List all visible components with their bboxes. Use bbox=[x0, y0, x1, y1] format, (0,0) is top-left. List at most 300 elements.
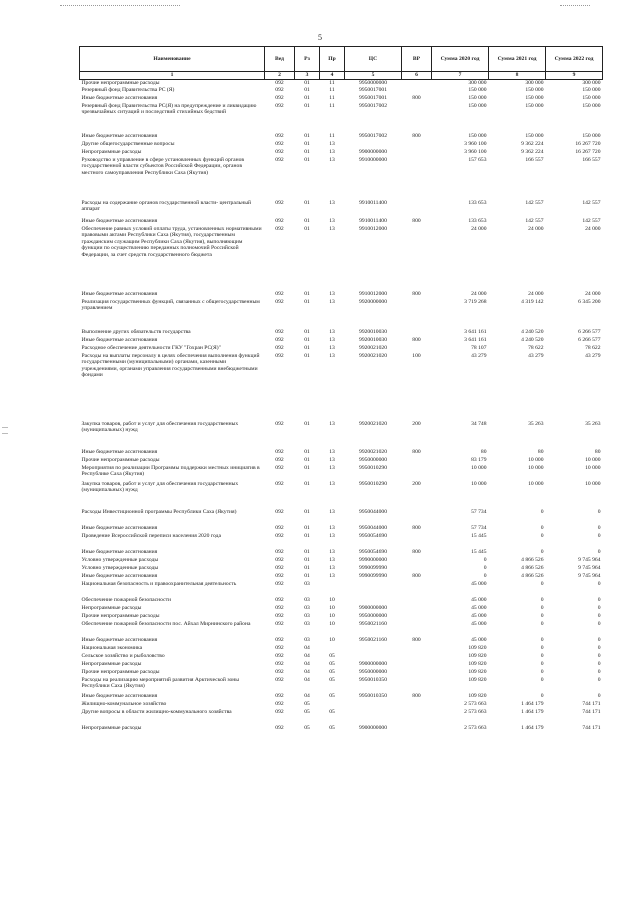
row-vr: 200 bbox=[412, 480, 421, 487]
row-sum-2020: 15 445 bbox=[471, 548, 487, 555]
row-ved: 092 bbox=[275, 644, 284, 651]
row-vr bbox=[402, 581, 432, 597]
row-name: Резервный фонд Правительства РС(Я) на предупреждение и ликвидацию чрезвычайных ситуаций и последствий стихийных бедствий bbox=[81, 102, 257, 116]
table-row bbox=[80, 549, 603, 557]
row-pr: 13 bbox=[329, 156, 335, 163]
table-row bbox=[80, 645, 603, 653]
row-vr bbox=[402, 141, 432, 149]
row-sum-2020: 0 bbox=[483, 564, 487, 571]
row-sum-2021: 0 bbox=[540, 692, 544, 699]
row-sum-2020: 2 573 663 bbox=[464, 700, 487, 707]
scan-edge-mark bbox=[2, 427, 8, 428]
row-sum-2020: 133 653 bbox=[468, 217, 487, 224]
row-sum-2022: 744 171 bbox=[582, 700, 601, 707]
row-sum-2020: 109 820 bbox=[468, 668, 487, 675]
row-rz: 03 bbox=[304, 596, 310, 603]
row-cs: 9950021160 bbox=[359, 636, 387, 643]
row-ved: 092 bbox=[275, 290, 284, 297]
row-sum-2020: 83 179 bbox=[471, 456, 487, 463]
row-sum-2020: 109 820 bbox=[468, 652, 487, 659]
row-ved: 092 bbox=[275, 580, 284, 587]
row-name: Расходы Инвестиционной программы Республики Саха (Якутия) bbox=[81, 508, 237, 515]
row-cs: 9920021020 bbox=[359, 344, 387, 351]
row-vr: 800 bbox=[412, 572, 421, 579]
row-sum-2020: 0 bbox=[483, 572, 487, 579]
row-rz: 04 bbox=[304, 660, 310, 667]
row-sum-2021: 166 557 bbox=[525, 156, 544, 163]
row-sum-2022: 0 bbox=[597, 548, 601, 555]
row-sum-2020: 45 000 bbox=[471, 596, 487, 603]
row-ved: 092 bbox=[275, 217, 284, 224]
row-sum-2022: 0 bbox=[597, 524, 601, 531]
row-sum-2022: 6 266 577 bbox=[578, 328, 601, 335]
row-sum-2021: 9 362 224 bbox=[521, 148, 544, 155]
row-vr bbox=[402, 345, 432, 353]
row-rz: 03 bbox=[304, 604, 310, 611]
row-sum-2022: 10 000 bbox=[585, 480, 601, 487]
column-header: Сумма 2021 год bbox=[489, 47, 546, 72]
row-cs: 9990000000 bbox=[359, 556, 387, 563]
row-vr bbox=[402, 621, 432, 637]
row-ved: 092 bbox=[275, 480, 284, 487]
row-pr bbox=[320, 701, 345, 709]
row-pr: 13 bbox=[329, 140, 335, 147]
row-sum-2021: 0 bbox=[540, 612, 544, 619]
row-vr bbox=[402, 645, 432, 653]
table-row bbox=[80, 299, 603, 329]
table-row bbox=[80, 141, 603, 149]
row-name: Жилищно-коммунальное хозяйство bbox=[81, 700, 167, 707]
row-sum-2022: 24 000 bbox=[585, 290, 601, 297]
row-name: Прочие непрограммные расходы bbox=[81, 668, 160, 675]
row-cs: 9920010030 bbox=[359, 336, 387, 343]
row-sum-2021: 142 557 bbox=[525, 199, 544, 206]
row-vr: 800 bbox=[412, 290, 421, 297]
row-name: Расходы на реализацию мероприятий развития Арктической зоны Республики Саха (Якутия) bbox=[81, 676, 240, 690]
table-row bbox=[80, 291, 603, 299]
row-name: Закупка товаров, работ и услуг для обеспечения государственных (муниципальных) нужд bbox=[81, 480, 239, 494]
table-row bbox=[80, 329, 603, 337]
row-ved: 092 bbox=[275, 448, 284, 455]
row-name: Иные бюджетные ассигнования bbox=[81, 548, 158, 555]
row-sum-2020: 3 960 100 bbox=[464, 148, 487, 155]
row-cs: 9950044000 bbox=[359, 524, 387, 531]
column-header: ЦС bbox=[345, 47, 402, 72]
row-rz: 01 bbox=[304, 344, 310, 351]
row-sum-2021: 0 bbox=[540, 644, 544, 651]
column-number: 9 bbox=[546, 72, 603, 80]
table-row bbox=[80, 457, 603, 465]
row-vr: 800 bbox=[412, 448, 421, 455]
row-vr bbox=[402, 677, 432, 693]
row-sum-2020: 150 000 bbox=[468, 94, 487, 101]
row-pr: 10 bbox=[329, 636, 335, 643]
row-ved: 092 bbox=[275, 548, 284, 555]
row-cs bbox=[345, 709, 402, 725]
column-header: Рз bbox=[295, 47, 320, 72]
row-name: Иные бюджетные ассигнования bbox=[81, 94, 158, 101]
row-sum-2020: 150 000 bbox=[468, 132, 487, 139]
row-cs: 9950017002 bbox=[359, 132, 387, 139]
table-row bbox=[80, 725, 603, 743]
row-sum-2020: 57 734 bbox=[471, 508, 487, 515]
row-vr bbox=[402, 329, 432, 337]
row-vr bbox=[402, 200, 432, 218]
row-ved: 092 bbox=[275, 464, 284, 471]
row-ved: 092 bbox=[275, 564, 284, 571]
row-ved: 092 bbox=[275, 132, 284, 139]
table-row bbox=[80, 133, 603, 141]
row-vr bbox=[402, 465, 432, 481]
row-rz: 05 bbox=[304, 724, 310, 731]
row-vr: 200 bbox=[412, 420, 421, 427]
row-pr: 11 bbox=[329, 132, 335, 139]
row-pr: 13 bbox=[329, 298, 335, 305]
row-sum-2021: 150 000 bbox=[525, 132, 544, 139]
row-sum-2022: 0 bbox=[597, 676, 601, 683]
row-pr: 13 bbox=[329, 456, 335, 463]
row-name: Руководство и управление в сфере установленных функций органов государственной власти субъектов Российской Федерации, органов местного самоуправления Республики Саха (Якутия) bbox=[81, 156, 245, 176]
table-row bbox=[80, 637, 603, 645]
row-pr bbox=[320, 645, 345, 653]
scan-artifact bbox=[60, 5, 180, 8]
row-sum-2022: 35 263 bbox=[585, 420, 601, 427]
row-cs: 9950000000 bbox=[359, 612, 387, 619]
row-pr: 11 bbox=[329, 80, 335, 86]
table-row bbox=[80, 87, 603, 95]
row-ved: 092 bbox=[275, 140, 284, 147]
row-sum-2021: 0 bbox=[540, 668, 544, 675]
row-vr: 800 bbox=[412, 692, 421, 699]
row-sum-2021: 0 bbox=[540, 580, 544, 587]
row-sum-2020: 78 107 bbox=[471, 344, 487, 351]
row-rz: 03 bbox=[304, 620, 310, 627]
row-vr bbox=[402, 725, 432, 743]
row-sum-2021: 10 000 bbox=[528, 480, 544, 487]
row-sum-2022: 0 bbox=[597, 636, 601, 643]
row-sum-2021: 150 000 bbox=[525, 94, 544, 101]
row-sum-2021: 0 bbox=[540, 676, 544, 683]
row-sum-2021: 80 bbox=[537, 448, 544, 455]
row-sum-2021: 0 bbox=[540, 548, 544, 555]
table-row bbox=[80, 605, 603, 613]
row-rz: 05 bbox=[304, 708, 310, 715]
row-sum-2022: 16 267 720 bbox=[575, 140, 601, 147]
row-name: Иные бюджетные ассигнования bbox=[81, 524, 158, 531]
row-sum-2022: 142 557 bbox=[582, 199, 601, 206]
row-sum-2021: 1 464 179 bbox=[521, 708, 544, 715]
table-row bbox=[80, 226, 603, 291]
row-sum-2021: 43 279 bbox=[528, 352, 544, 359]
row-name: Условно утвержденные расходы bbox=[81, 556, 159, 563]
row-pr: 13 bbox=[329, 564, 335, 571]
row-cs: 9950010350 bbox=[359, 692, 387, 699]
row-sum-2021: 0 bbox=[540, 604, 544, 611]
row-cs: 9950010290 bbox=[359, 464, 387, 471]
row-sum-2021: 0 bbox=[540, 524, 544, 531]
row-sum-2020: 3 719 268 bbox=[464, 298, 487, 305]
row-cs: 9950021160 bbox=[359, 620, 387, 627]
row-cs: 9950000000 bbox=[359, 668, 387, 675]
row-pr: 05 bbox=[329, 668, 335, 675]
row-sum-2022: 166 557 bbox=[582, 156, 601, 163]
table-row bbox=[80, 533, 603, 549]
column-header: Пр bbox=[320, 47, 345, 72]
row-rz: 01 bbox=[304, 548, 310, 555]
row-name: Сельское хозяйство и рыболовство bbox=[81, 652, 165, 659]
row-sum-2022: 150 000 bbox=[582, 132, 601, 139]
row-sum-2020: 10 000 bbox=[471, 464, 487, 471]
row-rz: 01 bbox=[304, 225, 310, 232]
row-rz: 05 bbox=[304, 700, 310, 707]
table-row bbox=[80, 613, 603, 621]
row-sum-2022: 0 bbox=[597, 668, 601, 675]
row-sum-2022: 300 000 bbox=[582, 80, 601, 86]
row-sum-2021: 142 557 bbox=[525, 217, 544, 224]
row-vr: 800 bbox=[412, 548, 421, 555]
row-sum-2021: 150 000 bbox=[525, 102, 544, 109]
row-name: Иные бюджетные ассигнования bbox=[81, 636, 158, 643]
row-sum-2021: 150 000 bbox=[525, 86, 544, 93]
row-name: Обеспечение пожарной безопасности bbox=[81, 596, 172, 603]
row-vr: 800 bbox=[412, 94, 421, 101]
row-cs: 9900000000 bbox=[359, 724, 387, 731]
row-sum-2021: 4 866 526 bbox=[521, 556, 544, 563]
row-sum-2021: 0 bbox=[540, 508, 544, 515]
row-cs: 9910012000 bbox=[359, 290, 387, 297]
row-ved: 092 bbox=[275, 692, 284, 699]
row-ved: 092 bbox=[275, 80, 284, 86]
row-cs: 9950010350 bbox=[359, 676, 387, 683]
row-vr: 800 bbox=[412, 132, 421, 139]
row-vr bbox=[402, 80, 432, 87]
row-sum-2020: 80 bbox=[480, 448, 487, 455]
row-rz: 01 bbox=[304, 456, 310, 463]
row-sum-2020: 43 279 bbox=[471, 352, 487, 359]
row-cs: 9950054690 bbox=[359, 532, 387, 539]
table-row bbox=[80, 565, 603, 573]
row-name: Иные бюджетные ассигнования bbox=[81, 290, 158, 297]
row-sum-2022: 9 745 964 bbox=[578, 572, 601, 579]
scan-artifact bbox=[560, 5, 590, 8]
row-rz: 01 bbox=[304, 298, 310, 305]
row-ved: 092 bbox=[275, 724, 284, 731]
row-sum-2022: 0 bbox=[597, 620, 601, 627]
row-cs: 9910011400 bbox=[359, 199, 387, 206]
table-row bbox=[80, 95, 603, 103]
row-cs: 9950000000 bbox=[359, 80, 387, 86]
row-ved: 092 bbox=[275, 604, 284, 611]
row-cs: 9950000000 bbox=[359, 456, 387, 463]
row-name: Обеспечение пожарной безопасности пос. Айхал Мирнинского района bbox=[81, 620, 251, 627]
row-sum-2020: 15 445 bbox=[471, 532, 487, 539]
column-header: Вед bbox=[265, 47, 295, 72]
row-cs: 9920021020 bbox=[359, 352, 387, 359]
row-rz: 01 bbox=[304, 572, 310, 579]
row-name: Иные бюджетные ассигнования bbox=[81, 448, 158, 455]
row-name: Закупка товаров, работ и услуг для обеспечения государственных (муниципальных) нужд bbox=[81, 420, 239, 434]
row-vr bbox=[402, 669, 432, 677]
row-sum-2020: 3 960 100 bbox=[464, 140, 487, 147]
row-rz: 01 bbox=[304, 448, 310, 455]
table-row bbox=[80, 661, 603, 669]
row-pr: 05 bbox=[329, 692, 335, 699]
table-row bbox=[80, 573, 603, 581]
row-sum-2021: 35 263 bbox=[528, 420, 544, 427]
row-ved: 092 bbox=[275, 336, 284, 343]
row-vr bbox=[402, 103, 432, 133]
row-rz: 01 bbox=[304, 328, 310, 335]
row-sum-2020: 45 000 bbox=[471, 604, 487, 611]
row-sum-2022: 6 345 200 bbox=[578, 298, 601, 305]
row-rz: 01 bbox=[304, 86, 310, 93]
row-pr: 13 bbox=[329, 225, 335, 232]
row-sum-2021: 4 319 142 bbox=[521, 298, 544, 305]
row-sum-2022: 6 266 577 bbox=[578, 336, 601, 343]
row-ved: 092 bbox=[275, 708, 284, 715]
row-sum-2022: 142 557 bbox=[582, 217, 601, 224]
row-sum-2021: 0 bbox=[540, 596, 544, 603]
row-rz: 01 bbox=[304, 564, 310, 571]
row-rz: 01 bbox=[304, 217, 310, 224]
row-sum-2021: 0 bbox=[540, 532, 544, 539]
row-name: Расходы на выплаты персоналу в целях обеспечения выполнения функций государственными (муниципальными) органами, казенными учреждениями, органами управления государственными внебюджетными фондами bbox=[81, 352, 260, 379]
scan-edge-mark bbox=[2, 433, 8, 434]
table-row bbox=[80, 677, 603, 693]
row-sum-2020: 24 000 bbox=[471, 225, 487, 232]
table-row bbox=[80, 449, 603, 457]
row-ved: 092 bbox=[275, 94, 284, 101]
row-name: Реализация государственных функций, связанных с общегосударственным управлением bbox=[81, 298, 260, 312]
row-sum-2021: 4 240 520 bbox=[521, 328, 544, 335]
row-pr bbox=[320, 581, 345, 597]
row-sum-2022: 10 000 bbox=[585, 464, 601, 471]
row-sum-2020: 157 653 bbox=[468, 156, 487, 163]
row-ved: 092 bbox=[275, 652, 284, 659]
table-row bbox=[80, 218, 603, 226]
row-name: Иные бюджетные ассигнования bbox=[81, 217, 158, 224]
row-sum-2020: 2 573 663 bbox=[464, 708, 487, 715]
row-ved: 092 bbox=[275, 156, 284, 163]
table-row bbox=[80, 621, 603, 637]
row-ved: 092 bbox=[275, 596, 284, 603]
row-pr: 05 bbox=[329, 724, 335, 731]
row-sum-2022: 0 bbox=[597, 580, 601, 587]
column-number: 8 bbox=[489, 72, 546, 80]
row-vr bbox=[402, 701, 432, 709]
table-row bbox=[80, 669, 603, 677]
row-sum-2021: 0 bbox=[540, 620, 544, 627]
table-row bbox=[80, 581, 603, 597]
row-sum-2021: 0 bbox=[540, 660, 544, 667]
row-ved: 092 bbox=[275, 508, 284, 515]
column-header: ВР bbox=[402, 47, 432, 72]
row-sum-2022: 0 bbox=[597, 604, 601, 611]
row-sum-2022: 0 bbox=[597, 652, 601, 659]
row-ved: 092 bbox=[275, 524, 284, 531]
table-row bbox=[80, 465, 603, 481]
row-cs bbox=[345, 597, 402, 605]
table-row bbox=[80, 337, 603, 345]
table-row bbox=[80, 80, 603, 87]
table-row bbox=[80, 597, 603, 605]
row-pr: 11 bbox=[329, 94, 335, 101]
row-name: Иные бюджетные ассигнования bbox=[81, 132, 158, 139]
table-row bbox=[80, 557, 603, 565]
row-rz: 01 bbox=[304, 102, 310, 109]
row-name: Прочие непрограммные расходы bbox=[81, 80, 160, 86]
row-sum-2022: 744 171 bbox=[582, 708, 601, 715]
row-rz: 01 bbox=[304, 94, 310, 101]
row-pr: 10 bbox=[329, 604, 335, 611]
column-number: 1 bbox=[80, 72, 265, 80]
row-sum-2020: 0 bbox=[483, 556, 487, 563]
row-pr: 13 bbox=[329, 548, 335, 555]
row-name: Расходное обеспечение деятельности ГКУ "Гохран РС(Я)" bbox=[81, 344, 221, 351]
row-pr: 13 bbox=[329, 148, 335, 155]
row-pr: 05 bbox=[329, 660, 335, 667]
column-number: 5 bbox=[345, 72, 402, 80]
row-pr: 11 bbox=[329, 86, 335, 93]
row-cs: 9950044000 bbox=[359, 508, 387, 515]
row-vr: 800 bbox=[412, 636, 421, 643]
row-sum-2020: 45 000 bbox=[471, 612, 487, 619]
table-row bbox=[80, 345, 603, 353]
row-pr: 05 bbox=[329, 676, 335, 683]
row-sum-2020: 2 573 663 bbox=[464, 724, 487, 731]
row-sum-2021: 10 000 bbox=[528, 464, 544, 471]
row-cs bbox=[345, 701, 402, 709]
row-rz: 01 bbox=[304, 80, 310, 86]
row-cs: 9950010290 bbox=[359, 480, 387, 487]
row-vr bbox=[402, 299, 432, 329]
row-rz: 04 bbox=[304, 652, 310, 659]
row-name: Другие общегосударственные вопросы bbox=[81, 140, 175, 147]
row-cs: 9900000000 bbox=[359, 660, 387, 667]
row-sum-2020: 34 748 bbox=[471, 420, 487, 427]
row-cs: 9900000000 bbox=[359, 604, 387, 611]
row-sum-2022: 78 622 bbox=[585, 344, 601, 351]
row-pr: 10 bbox=[329, 620, 335, 627]
row-name: Непрограммные расходы bbox=[81, 660, 142, 667]
table-row bbox=[80, 200, 603, 218]
row-cs: 9990099990 bbox=[359, 564, 387, 571]
table-row bbox=[80, 525, 603, 533]
row-cs: 9910012000 bbox=[359, 225, 387, 232]
row-vr bbox=[402, 597, 432, 605]
row-rz: 03 bbox=[304, 612, 310, 619]
table-header-row bbox=[80, 47, 603, 72]
row-sum-2022: 150 000 bbox=[582, 86, 601, 93]
row-vr bbox=[402, 709, 432, 725]
row-cs: 9900000000 bbox=[359, 148, 387, 155]
row-rz: 03 bbox=[304, 636, 310, 643]
row-ved: 092 bbox=[275, 612, 284, 619]
row-sum-2021: 1 464 179 bbox=[521, 724, 544, 731]
row-sum-2020: 109 820 bbox=[468, 676, 487, 683]
row-vr bbox=[402, 509, 432, 525]
row-sum-2021: 9 362 224 bbox=[521, 140, 544, 147]
row-name: Иные бюджетные ассигнования bbox=[81, 572, 158, 579]
row-rz: 04 bbox=[304, 644, 310, 651]
row-name: Непрограммные расходы bbox=[81, 148, 142, 155]
row-pr: 13 bbox=[329, 508, 335, 515]
row-vr bbox=[402, 565, 432, 573]
row-sum-2021: 4 866 526 bbox=[521, 572, 544, 579]
row-name: Мероприятия по реализации Программы поддержки местных инициатив в Республике Саха (Якутия) bbox=[81, 464, 260, 478]
row-ved: 092 bbox=[275, 148, 284, 155]
column-header: Наименование bbox=[80, 47, 265, 72]
